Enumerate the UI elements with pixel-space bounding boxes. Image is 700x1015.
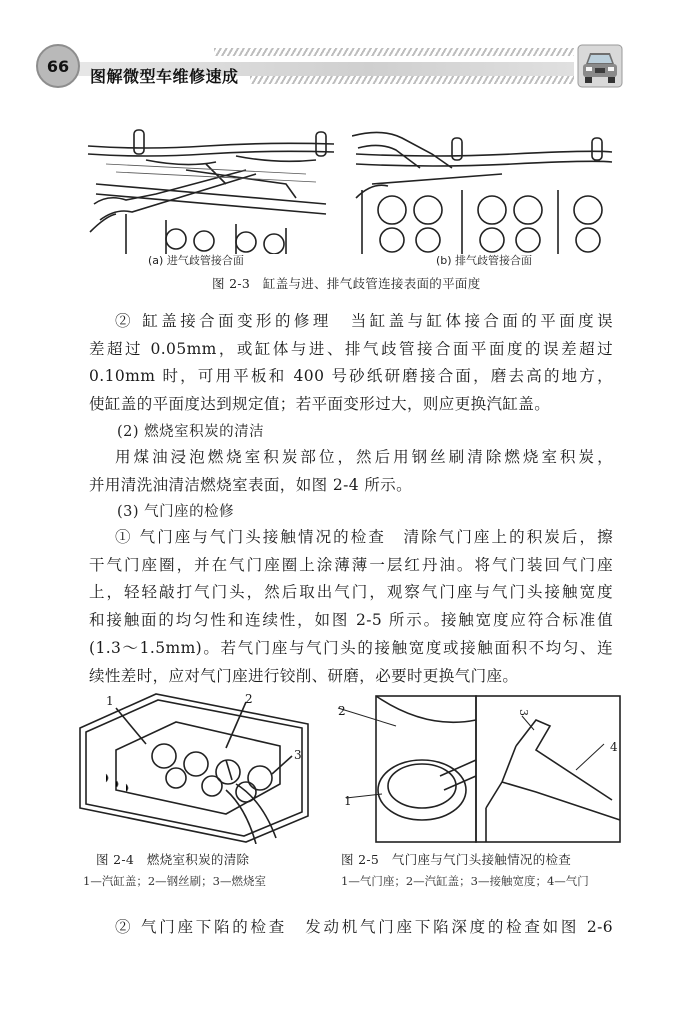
- figure-2-5-illustration: [336, 690, 622, 846]
- paragraph-line: 干气门座圈，并在气门座圈上涂薄薄一层红丹油。将气门装回气门座: [89, 555, 613, 574]
- figure-2-5-label-2: 2: [338, 704, 346, 718]
- heading-valve-seat: (3) 气门座的检修: [117, 504, 235, 520]
- paragraph-valve-seat-sink: [89, 914, 613, 942]
- figure-2-4-label-1: 1: [106, 694, 114, 708]
- figure-2-3b-caption: (b) 排气歧管接合面: [436, 254, 533, 267]
- paragraph-line: 上，轻轻敲打气门头，然后取出气门，观察气门座与气门头接触宽度: [89, 583, 613, 602]
- figure-2-5-label-4: 4: [610, 740, 618, 754]
- figure-2-5-caption: 图 2-5 气门座与气门头接触情况的检查: [341, 852, 572, 867]
- heading-combustion-chamber: (2) 燃烧室积炭的清洁: [117, 424, 265, 440]
- paragraph-valve-contact: [89, 524, 613, 690]
- paragraph-line: 并用清洗油清洁燃烧室表面，如图 2-4 所示。: [89, 475, 413, 494]
- paragraph-line: ① 气门座与气门头接触情况的检查 清除气门座上的积炭后，擦: [115, 528, 613, 546]
- figure-2-4-label-3: 3: [294, 748, 302, 762]
- figure-2-4-caption: 图 2-4 燃烧室积炭的清除: [96, 852, 250, 867]
- figure-2-3a-illustration: [86, 124, 336, 254]
- book-title: 图解微型车维修速成: [90, 67, 239, 86]
- figure-2-5-label-3: 3: [517, 709, 530, 716]
- figure-2-3: [86, 124, 614, 294]
- figure-2-5-label-1: 1: [344, 794, 352, 808]
- figure-2-4-legend: 1—汽缸盖；2—钢丝刷；3—燃烧室: [83, 874, 266, 888]
- paragraph-line: 和接触面的均匀性和连续性，如图 2-5 所示。接触宽度应符合标准值: [89, 611, 613, 630]
- paragraph-line: 续性差时，应对气门座进行铰削、研磨，必要时更换气门座。: [89, 666, 519, 685]
- paragraph-line: 0.10mm 时，可用平板和 400 号砂纸研磨接合面，磨去高的地方，: [89, 367, 613, 386]
- paragraph-line: ② 缸盖接合面变形的修理 当缸盖与缸体接合面的平面度误: [115, 312, 613, 330]
- figure-2-5-legend: 1—气门座；2—汽缸盖；3—接触宽度；4—气门: [341, 874, 589, 888]
- paragraph-line: (1.3～1.5mm)。若气门座与气门头的接触宽度或接触面积不均匀、连: [89, 638, 613, 657]
- figure-2-3a-caption: (a) 进气歧管接合面: [148, 254, 244, 267]
- paragraph-line: 用煤油浸泡燃烧室积炭部位，然后用钢丝刷清除燃烧室积炭，: [115, 448, 613, 466]
- figure-2-3-caption: 图 2-3 缸盖与进、排气歧管连接表面的平面度: [212, 276, 481, 291]
- figure-2-4-label-2: 2: [245, 692, 253, 706]
- header-hatch-bottom: [250, 76, 574, 84]
- paragraph-flatness-repair: [89, 308, 613, 419]
- car-front-icon: [577, 44, 623, 88]
- paragraph-line: ② 气门座下陷的检查 发动机气门座下陷深度的检查如图 2-6: [115, 918, 613, 936]
- paragraph-line: 使缸盖的平面度达到规定值；若平面变形过大，则应更换汽缸盖。: [89, 395, 551, 414]
- figure-2-4-illustration: [76, 688, 312, 844]
- paragraph-line: 差超过 0.05mm，或缸体与进、排气歧管接合面平面度的误差超过: [89, 339, 613, 358]
- paragraph-carbon-cleaning: [89, 444, 613, 499]
- figure-2-3b-illustration: [352, 124, 614, 254]
- page-number: 66: [36, 44, 80, 88]
- header-hatch-top: [214, 48, 574, 56]
